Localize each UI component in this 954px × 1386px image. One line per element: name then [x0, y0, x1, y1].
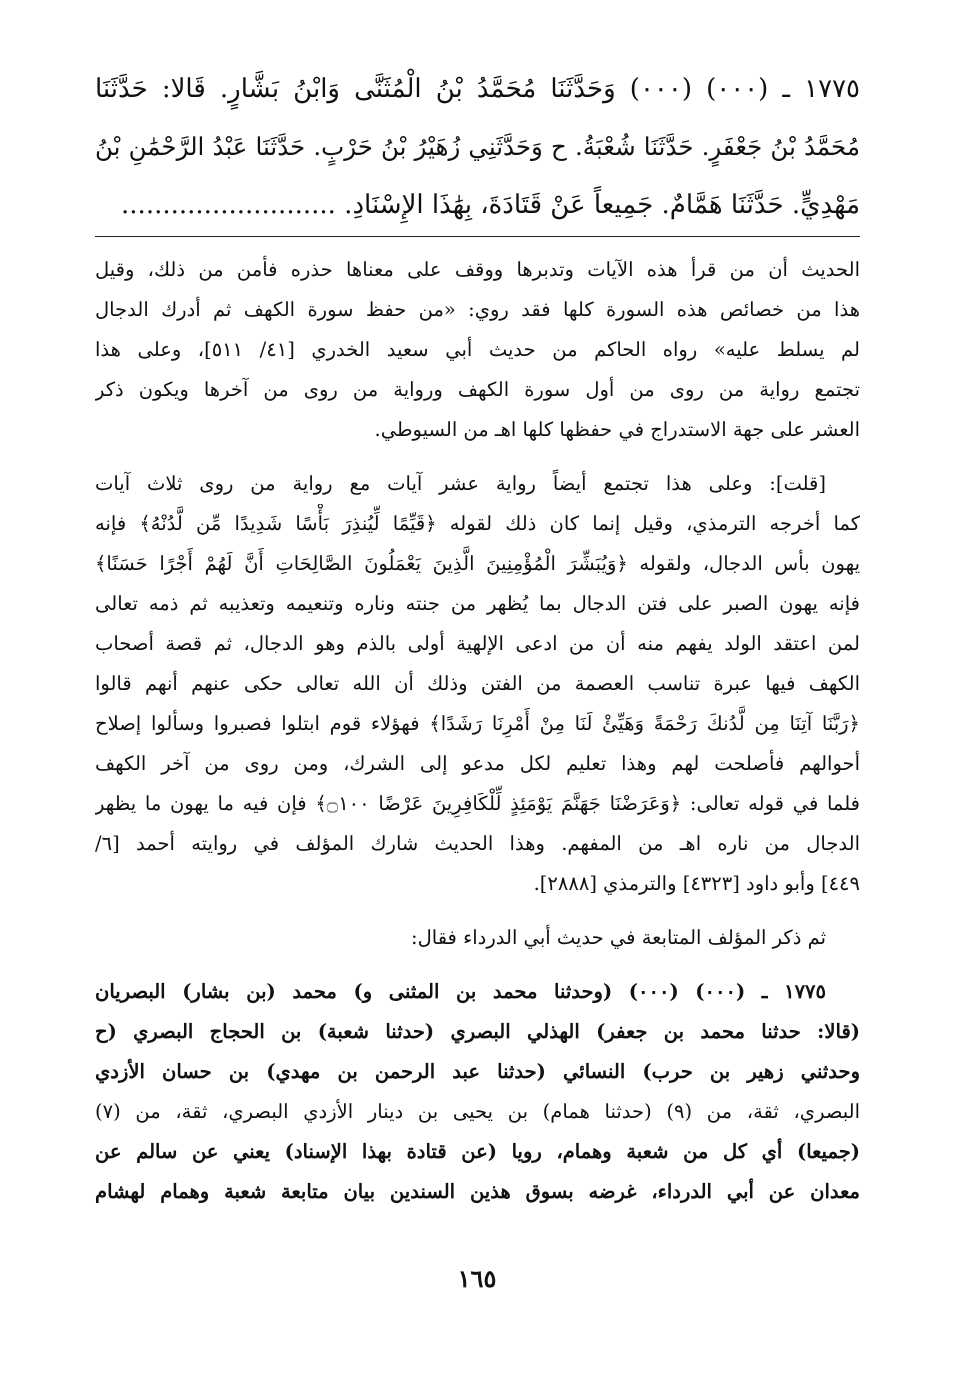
- commentary-paragraph: [95, 250, 860, 450]
- commentary-line: (قالا: حدثنا محمد بن جعفر) الهذلي البصري (حدثنا شعبة) بن الحجاج البصري (ح: [95, 1020, 860, 1043]
- commentary-section: [95, 250, 860, 1212]
- hadith-line: مَهْدِيٍّ. حَدَّثَنَا هَمَّامٌ. جَمِيعاً عَنْ قَتَادَةَ، بِهَٰذَا الإِسْنَادِ. ..........................: [121, 190, 860, 220]
- commentary-line: لمن اعتقد الولد يفهم منه أن من ادعى الإلهية أولى بالذم وهو الدجال، ثم قصة أصحاب: [95, 632, 860, 655]
- commentary-paragraph: [95, 972, 860, 1212]
- page-number: ١٦٥: [457, 1264, 497, 1293]
- commentary-line: الحديث أن من قرأ هذه الآيات وتدبرها ووقف على معناها حذره فأمن من ذلك، وقيل: [95, 258, 860, 281]
- commentary-line: العشر على جهة الاستدراج في حفظها كلها اهـ من السيوطي.: [374, 418, 860, 441]
- hadith-line: مُحَمَّدُ بْنُ جَعْفَرٍ. حَدَّثَنَا شُعْبَةُ. ح وَحَدَّثَنِي زُهَيْرُ بْنُ حَرْبٍ. حَدَّثَنَا عَبْدُ الرَّحْمَٰنِ بْنُ: [95, 132, 860, 161]
- hadith-text: [95, 60, 860, 234]
- commentary-line: ثم ذكر المؤلف المتابعة في حديث أبي الدرداء فقال:: [411, 926, 826, 949]
- commentary-line: الدجال من ناره اهـ من المفهم. وهذا الحديث شارك المؤلف في روايته أحمد [٦/: [95, 832, 860, 855]
- commentary-line: هذا من خصائص هذه السورة كلها فقد روي: «من حفظ سورة الكهف ثم أدرك الدجال: [95, 298, 860, 321]
- commentary-line: وحدثني زهير بن حرب) النسائي (حدثنا عبد الرحمن بن مهدي) بن حسان الأزدي: [95, 1060, 860, 1083]
- commentary-line: يهون بأس الدجال، ولقوله ﴿وَيُبَشِّرَ الْمُؤْمِنِينَ الَّذِينَ يَعْمَلُونَ الصَّالِحَاتِ أَنَّ لَهُمْ أَجْرًا حَسَنًا﴾: [95, 552, 860, 575]
- commentary-line: أحوالهم فأصلحت لهم وهذا تعليم لكل مدعو إلى الشرك، ومن روى من آخر الكهف: [95, 752, 860, 775]
- commentary-line: البصري، ثقة، من (٩) (حدثنا همام) بن يحيى بن دينار الأزدي البصري، ثقة، من (٧): [95, 1100, 860, 1123]
- commentary-line: الكهف فيها عبرة تناسب العصمة من الفتن وذلك أن الله تعالى حكى عنهم أنهم قالوا: [95, 672, 860, 695]
- commentary-line: تجتمع رواية من روى من أول سورة الكهف ورواية من روى من آخرها ويكون ذكر: [95, 378, 860, 401]
- commentary-line: ﴿رَبَّنَا آتِنَا مِن لَّدُنكَ رَحْمَةً وَهَيِّئْ لَنَا مِنْ أَمْرِنَا رَشَدًا﴾ فهؤلاء قوم ابتلوا فصبروا وسألوا إصلاح: [95, 712, 860, 735]
- commentary-line: فإنه يهون الصبر على فتن الدجال بما يُظهر من جنته وناره وتنعيمه وتعذيبه ثم ذمه تعالى: [95, 592, 860, 615]
- commentary-line: ٤٤٩] وأبو داود [٤٣٢٣] والترمذي [٢٨٨٨].: [533, 872, 860, 895]
- footnote-divider: [95, 236, 860, 237]
- commentary-line: [قلت]: وعلى هذا تجتمع أيضاً رواية عشر آيات مع رواية من روى ثلاث آيات: [95, 472, 826, 495]
- commentary-line: معدان عن أبي الدرداء، غرضه بسوق هذين السندين بيان متابعة شعبة وهمام لهشام: [95, 1180, 860, 1203]
- commentary-line: ١٧٧٥ ـ (٠٠٠) (٠٠٠) (وحدثنا محمد بن المثنى و) محمد (بن بشار) البصريان: [95, 980, 826, 1003]
- commentary-paragraph: [95, 464, 860, 904]
- commentary-line: (جميعا) أي كل من شعبة وهمام، رويا (عن قتادة بهذا الإسناد) يعني عن سالم عن: [95, 1140, 860, 1163]
- commentary-line: كما أخرجه الترمذي، وقيل إنما كان ذلك لقوله ﴿قَيِّمًا لِّيُنذِرَ بَأْسًا شَدِيدًا مِّن لَّدُنْهُ﴾ فإنه: [95, 512, 860, 535]
- commentary-line: فلما في قوله تعالى: ﴿وَعَرَضْنَا جَهَنَّمَ يَوْمَئِذٍ لِّلْكَافِرِينَ عَرْضًا ۝١٠٠﴾ فإن فيه ما يهون ما يظهر: [95, 792, 860, 815]
- hadith-line: ١٧٧٥ ـ (٠٠٠) (٠٠٠) وَحَدَّثَنَا مُحَمَّدُ بْنُ الْمُثَنَّى وَابْنُ بَشَّارٍ. قَالا: حَدَّثَنَا: [95, 74, 860, 104]
- commentary-paragraph: [95, 918, 860, 958]
- commentary-line: لم يسلط عليه» رواه الحاكم من حديث أبي سعيد الخدري [٤١/ ٥١١]، وعلى هذا: [95, 338, 860, 361]
